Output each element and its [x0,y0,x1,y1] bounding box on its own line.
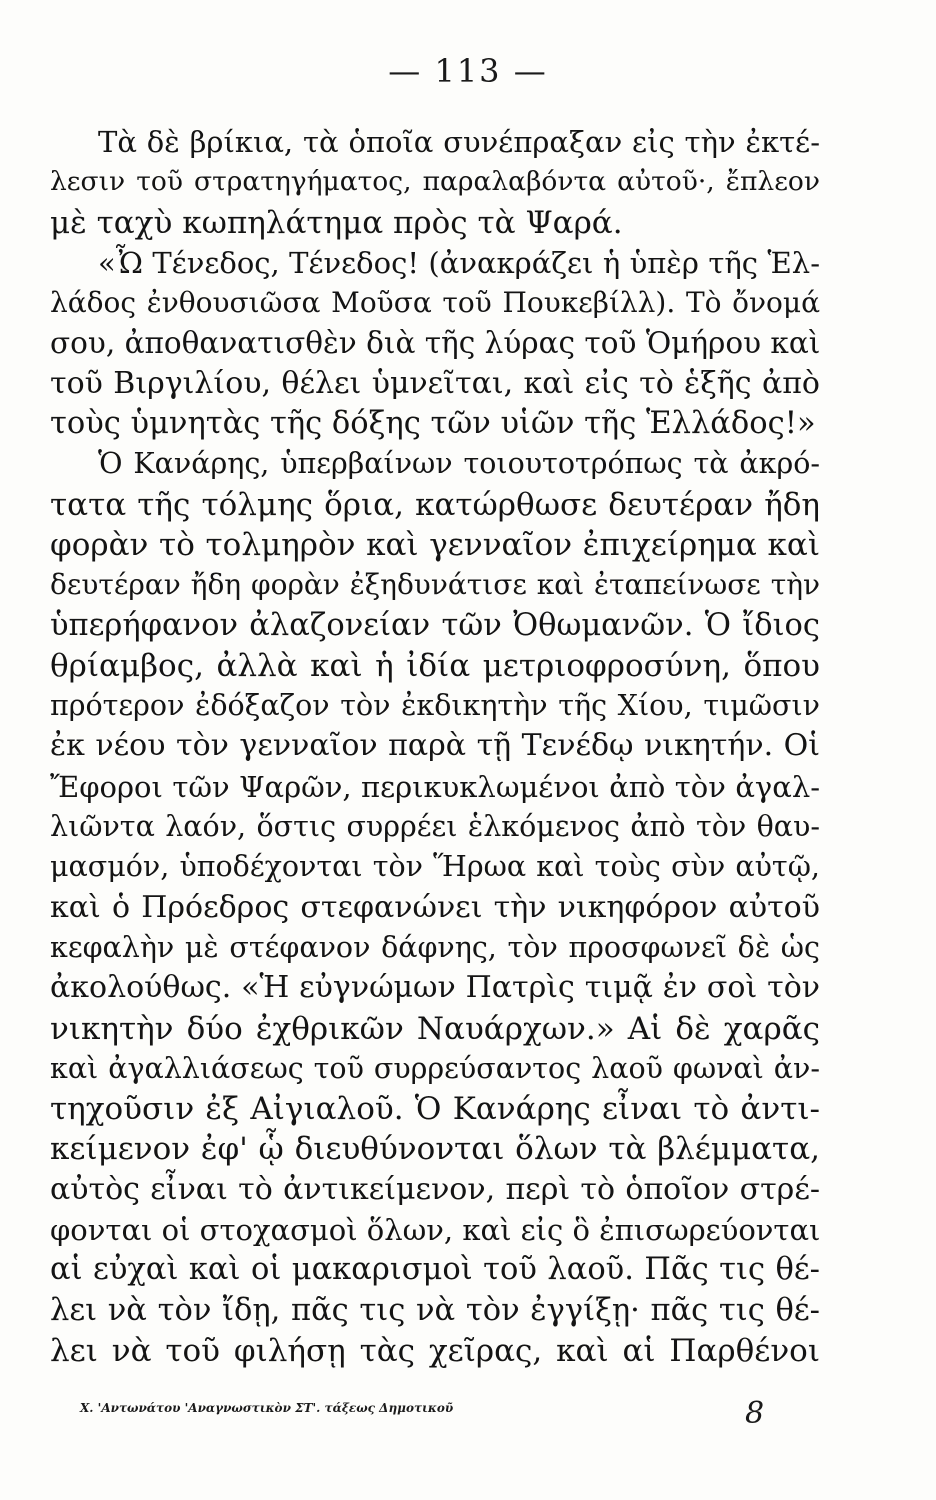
text-line: φονται οἱ στοχασμοὶ ὅλων, καὶ εἰς ὃ ἐπισωρεύονται [50,1213,821,1248]
text-line: τηχοῦσιν ἐξ Αἰγιαλοῦ. Ὁ Κανάρης εἶναι τὸ ἀντι- [50,1091,820,1128]
footer-book-title: Χ. 'Αντωνάτου 'Αναγνωστικὸν ΣΤ'. τάξεως Δημοτικοῦ [80,1401,454,1415]
text-line: σου, ἀποθανατισθὲν διὰ τῆς λύρας τοῦ Ὁμήρου καὶ [50,326,821,361]
text-line: λει νὰ τὸν ἴδῃ, πᾶς τις νὰ τὸν ἐγγίξῃ· πᾶς τις θέ- [50,1292,820,1328]
text-line: τοῦ Βιργιλίου, θέλει ὑμνεῖται, καὶ εἰς τὸ ἑξῆς ἀπὸ [50,365,820,401]
text-line: «Ὦ Τένεδος, Τένεδος! (ἀνακράζει ἡ ὑπὲρ τῆς Ἑλ- [98,245,820,280]
text-line: θρίαμβος, ἀλλὰ καὶ ἡ ἰδία μετριοφροσύνη, ὅπου [50,647,820,684]
text-line: μασμόν, ὑποδέχονται τὸν Ἥρωα καὶ τοὺς σὺν αὐτῷ, [50,850,820,884]
text-line: λάδος ἐνθουσιῶσα Μοῦσα τοῦ Πουκεβίλλ). Τὸ ὄνομά [50,286,820,320]
text-line: τατα τῆς τόλμης ὅρια, κατώρθωσε δευτέραν ἤδη [50,486,820,523]
page-number: — 113 — [388,52,548,90]
text-line: αἱ εὐχαὶ καὶ οἱ μακαρισμοὶ τοῦ λαοῦ. Πᾶς τις θέ- [50,1252,820,1288]
text-line: λεσιν τοῦ στρατηγήματος, παραλαβόντα αὐτοῦ·, ἔπλεον [50,166,820,198]
text-line: Τὰ δὲ βρίκια, τὰ ὁποῖα συνέπραξαν εἰς τὴν ἐκτέ- [98,125,820,159]
text-line: λει νὰ τοῦ φιλήσῃ τὰς χεῖρας, καὶ αἱ Παρθένοι [50,1332,820,1369]
text-line: λιῶντα λαόν, ὅστις συρρέει ἑλκόμενος ἀπὸ τὸν θαυ- [50,810,820,844]
text-line: πρότερον ἐδόξαζον τὸν ἐκδικητὴν τῆς Χίου, τιμῶσιν [50,689,820,723]
text-line: Ὁ Κανάρης, ὑπερβαίνων τοιουτοτρόπως τὰ ἀκρό- [98,447,820,481]
text-line: ἐκ νέου τὸν γενναῖον παρὰ τῇ Τενέδῳ νικητήν. Οἱ [50,728,820,764]
text-line: καὶ ἀγαλλιάσεως τοῦ συρρεύσαντος λαοῦ φωναὶ ἀν- [50,1051,820,1085]
text-line: ἀκολούθως. «Ἡ εὐγνώμων Πατρὶς τιμᾷ ἐν σοὶ τὸν [50,970,820,1006]
text-line: κεφαλὴν μὲ στέφανον δάφνης, τὸν προσφωνεῖ δὲ ὡς [50,930,820,964]
text-line: καὶ ὁ Πρόεδρος στεφανώνει τὴν νικηφόρον αὐτοῦ [50,889,820,925]
signature-mark: 8 [745,1396,765,1431]
text-line: νικητὴν δύο ἐχθρικῶν Ναυάρχων.» Αἱ δὲ χαρᾶς [50,1010,820,1047]
text-line: κείμενον ἐφ' ᾧ διευθύνονται ὅλων τὰ βλέμματα, [50,1131,820,1168]
text-line: αὐτὸς εἶναι τὸ ἀντικείμενον, περὶ τὸ ὁποῖον στρέ- [50,1171,820,1207]
text-line: ὑπερήφανον ἀλαζονείαν τῶν Ὀθωμανῶν. Ὁ ἴδιος [50,607,820,643]
body-text [50,122,820,1371]
text-line: φορὰν τὸ τολμηρὸν καὶ γενναῖον ἐπιχείρημα καὶ [50,526,820,563]
text-line: δευτέραν ἤδη φορὰν ἐξηδυνάτισε καὶ ἐταπείνωσε τὴν [50,568,820,602]
text-line: τοὺς ὑμνητὰς τῆς δόξης τῶν υἱῶν τῆς Ἑλλάδος!» [50,406,816,442]
text-line: μὲ ταχὺ κωπηλάτημα πρὸς τὰ Ψαρά. [50,204,623,241]
text-line: Ἔφοροι τῶν Ψαρῶν, περικυκλωμένοι ἀπὸ τὸν ἀγαλ- [50,769,820,804]
